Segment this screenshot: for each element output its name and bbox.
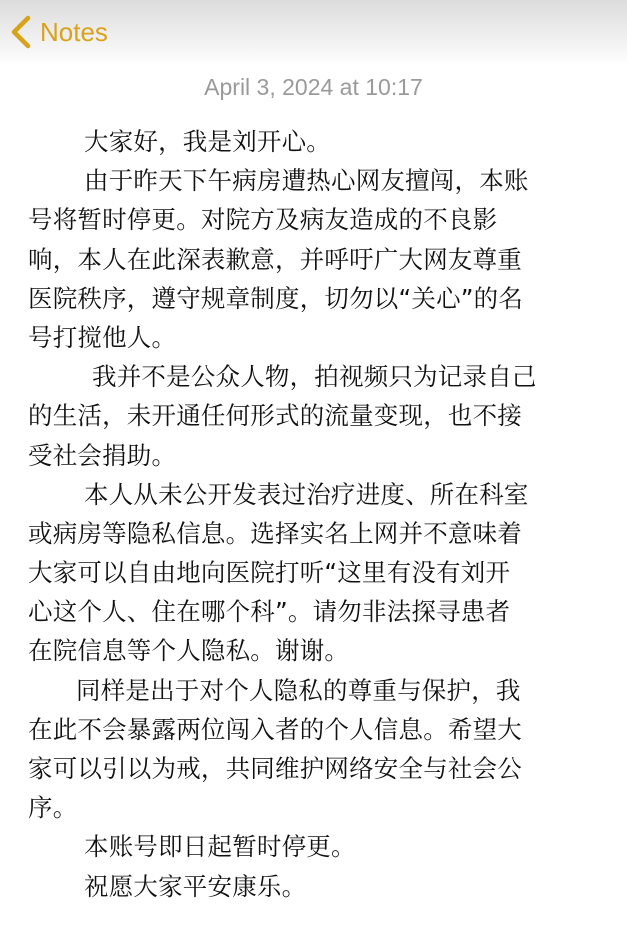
note-line: 祝愿大家平安康乐。: [84, 871, 307, 901]
note-timestamp: April 3, 2024 at 10:17: [204, 74, 423, 100]
back-button[interactable]: [6, 12, 108, 52]
back-label: Notes: [40, 17, 108, 47]
note-line: 在此不会暴露两位闯入者的个人信息。希望大: [28, 714, 522, 744]
note-line: 响，本人在此深表歉意，并呼吁广大网友尊重: [28, 244, 522, 274]
note-line: 心这个人、住在哪个科”。请勿非法探寻患者: [28, 597, 511, 627]
note-line: 本人从未公开发表过治疗进度、所在科室: [84, 479, 529, 509]
note-line: 本账号即日起暂时停更。: [84, 832, 356, 862]
navigation-bar: [0, 0, 627, 66]
note-line: 同样是出于对个人隐私的尊重与保护，我: [76, 675, 521, 705]
note-line: 号将暂时停更。对院方及病友造成的不良影: [28, 205, 498, 235]
note-line: 家可以引以为戒，共同维护网络安全与社会公: [28, 754, 522, 783]
note-line: 或病房等隐私信息。选择实名上网并不意味着: [28, 518, 522, 548]
note-line: 在院信息等个人隐私。谢谢。: [28, 636, 350, 666]
note-line: 由于昨天下午病房遭热心网友擅闯，本账: [84, 166, 529, 196]
note-line: 我并不是公众人物，拍视频只为记录自己: [92, 362, 537, 392]
note-body[interactable]: [28, 122, 594, 906]
note-line: 医院秩序，遵守规章制度，切勿以“关心”的名: [28, 283, 524, 313]
note-line: 序。: [28, 793, 78, 823]
chevron-left-icon: [6, 12, 36, 52]
note-line: 号打搅他人。: [28, 322, 177, 352]
note-line: 大家好，我是刘开心。: [84, 127, 331, 156]
note-line: 的生活，未开通任何形式的流量变现，也不接: [28, 401, 522, 431]
note-line: 受社会捐助。: [28, 440, 177, 470]
note-line: 大家可以自由地向医院打听“这里有没有刘开: [28, 558, 511, 588]
